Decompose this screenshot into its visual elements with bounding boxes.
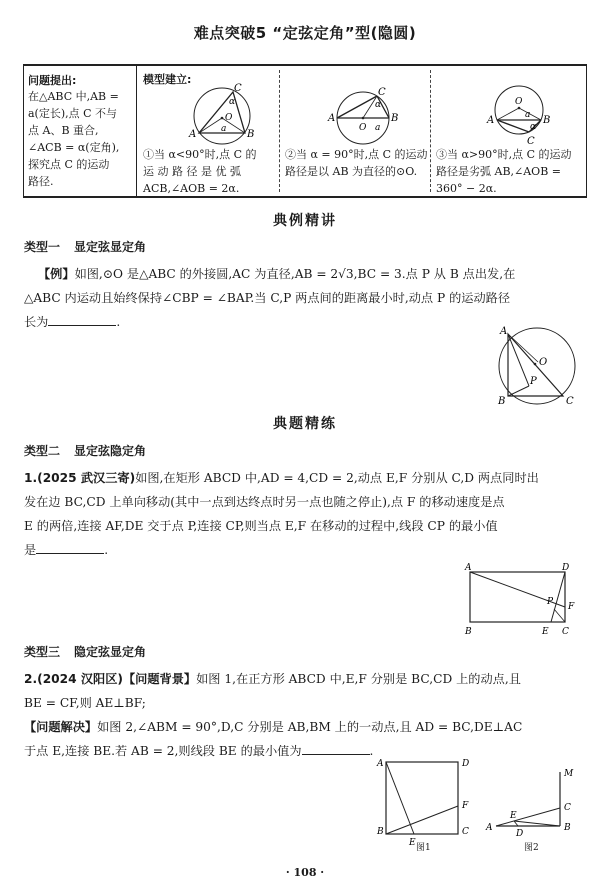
question-source: (2025 武汉三寄)	[37, 471, 136, 485]
period: .	[104, 543, 109, 557]
type-number: 类型三	[24, 645, 61, 659]
case3-line: 360° − 2α.	[436, 182, 497, 195]
label-a: a	[375, 123, 381, 133]
label-a: a	[221, 124, 227, 134]
figure-example	[486, 324, 586, 408]
label-alpha: α	[530, 122, 537, 132]
label-alpha: α	[375, 100, 382, 110]
problem-line: a(定长),点 C 不与	[28, 107, 118, 120]
label-B: B	[247, 129, 255, 140]
period: .	[369, 744, 374, 758]
label-alpha: α	[229, 97, 236, 107]
label-B: B	[543, 115, 551, 126]
example-line: 长为	[24, 315, 49, 329]
problem-line: 在△ABC 中,AB =	[28, 90, 119, 103]
question-1	[24, 466, 586, 562]
label-D: D	[562, 563, 570, 573]
case3-line: ③当 α>90°时,点 C 的运动	[436, 148, 572, 161]
label-C: C	[566, 396, 574, 407]
label-P: P	[530, 376, 537, 387]
figure-case1	[177, 82, 267, 148]
page-number: · 108 ·	[285, 866, 325, 879]
model-title: 模型建立:	[143, 73, 192, 86]
answer-blank	[48, 313, 116, 326]
type-label	[24, 442, 146, 459]
label-F: F	[462, 801, 469, 811]
question-line: BE = CF,则 AE⊥BF;	[24, 696, 146, 710]
label-C: C	[527, 136, 535, 146]
period: .	[116, 315, 121, 329]
label-A: A	[486, 823, 493, 833]
background-tag: 【问题背景】	[123, 672, 197, 686]
example-line: △ABC 内运动且始终保持∠CBP = ∠BAP.当 C,P 两点间的距离最小时,动点 P 的运动路径	[24, 291, 511, 305]
question-number: 1.	[24, 471, 38, 485]
label-B: B	[377, 827, 384, 837]
label-A: A	[328, 113, 336, 124]
figure-caption: 图2	[524, 843, 539, 853]
dashed-divider	[430, 70, 431, 192]
question-line: 于点 E,连接 BE.若 AB = 2,则线段 BE 的最小值为	[24, 744, 302, 758]
page-title: 难点突破5 “定弦定角”型(隐圆)	[193, 24, 417, 42]
figure-case2	[325, 86, 403, 146]
question-line: 发在边 BC,CD 上单向移动(其中一点到达终点时另一点也随之停止),点 F 的移动速度是点	[24, 495, 505, 509]
case3-line: 路径是劣弧 AB,∠AOB =	[436, 165, 561, 178]
label-P: P	[547, 597, 554, 607]
label-a: a	[525, 110, 531, 120]
figure-q1	[460, 560, 580, 640]
label-O: O	[539, 357, 548, 368]
example-line: 如图,⊙O 是△ABC 的外接圆,AC 为直径,AB = 2√3,BC = 3.点 P 从 B 点出发,在	[74, 267, 516, 281]
question-source: (2024 汉阳区)	[37, 672, 123, 686]
question-line: 是	[24, 543, 37, 557]
label-E: E	[510, 811, 517, 821]
section-heading: 典题精练	[273, 416, 337, 432]
label-A: A	[500, 326, 508, 337]
label-B: B	[391, 113, 399, 124]
question-line: 如图,在矩形 ABCD 中,AD = 4,CD = 2,动点 E,F 分别从 C,D 两点同时出	[135, 471, 539, 485]
figure-case3	[479, 84, 563, 146]
answer-blank	[302, 742, 370, 755]
type-label	[24, 643, 146, 660]
problem-line: 点 A、B 重合,	[28, 124, 99, 137]
type-number: 类型二	[24, 444, 61, 458]
label-O: O	[515, 97, 523, 107]
case2-line: 路径是以 AB 为直径的⊙O.	[285, 165, 418, 178]
question-line: E 的两倍,连接 AF,DE 交于点 P,连接 CP,则当点 E,F 在移动的过程中,线段 CP 的最小值	[24, 519, 498, 533]
label-O: O	[225, 113, 233, 123]
label-M: M	[564, 769, 574, 779]
dashed-divider	[279, 70, 280, 192]
label-E: E	[542, 627, 549, 637]
label-A: A	[189, 129, 197, 140]
label-C: C	[378, 87, 386, 98]
type-name: 显定弦隐定角	[74, 444, 147, 458]
label-F: F	[568, 602, 575, 612]
case1-line: 运 动 路 径 是 优 弧	[143, 165, 241, 178]
type-name: 显定弦显定角	[74, 240, 147, 254]
problem-line: 探究点 C 的运动	[28, 158, 110, 171]
case1-line: ACB,∠AOB = 2α.	[143, 182, 240, 195]
case1-line: ①当 α<90°时,点 C 的	[143, 148, 257, 161]
problem-cell	[24, 66, 137, 196]
answer-blank	[36, 541, 104, 554]
label-B: B	[465, 627, 472, 637]
question-line: 如图 2,∠ABM = 90°,D,C 分别是 AB,BM 上的一动点,且 AD = BC,DE⊥AC	[97, 720, 523, 734]
case2-line: ②当 α = 90°时,点 C 的运动	[285, 148, 428, 161]
figure-caption: 图1	[416, 843, 431, 853]
label-C: C	[564, 803, 571, 813]
label-B: B	[498, 396, 506, 407]
problem-line: ∠ACB = α(定角),	[28, 141, 120, 154]
model-table	[23, 64, 587, 198]
label-C: C	[462, 827, 469, 837]
label-C: C	[234, 83, 242, 94]
question-number: 2.	[24, 672, 38, 686]
label-A: A	[377, 759, 384, 769]
label-C: C	[562, 627, 569, 637]
type-name: 隐定弦显定角	[74, 645, 147, 659]
problem-title: 问题提出:	[28, 74, 77, 87]
label-A: A	[465, 563, 472, 573]
type-number: 类型一	[24, 240, 61, 254]
question-line: 如图 1,在正方形 ABCD 中,E,F 分别是 BC,CD 上的动点,且	[196, 672, 521, 686]
label-E: E	[409, 838, 416, 848]
label-D: D	[462, 759, 470, 769]
label-A: A	[487, 115, 495, 126]
section-heading: 典例精讲	[273, 213, 337, 229]
label-D: D	[516, 829, 524, 839]
question-2	[24, 667, 586, 763]
figure-q2-fig2	[482, 766, 582, 840]
example-tag: 【例】	[38, 267, 75, 281]
type-label	[24, 238, 146, 255]
label-B: B	[564, 823, 571, 833]
figure-q2-fig1	[374, 754, 474, 850]
solve-tag: 【问题解决】	[24, 720, 98, 734]
model-cell	[137, 66, 587, 196]
problem-line: 路径.	[28, 175, 54, 188]
label-O: O	[359, 123, 367, 133]
